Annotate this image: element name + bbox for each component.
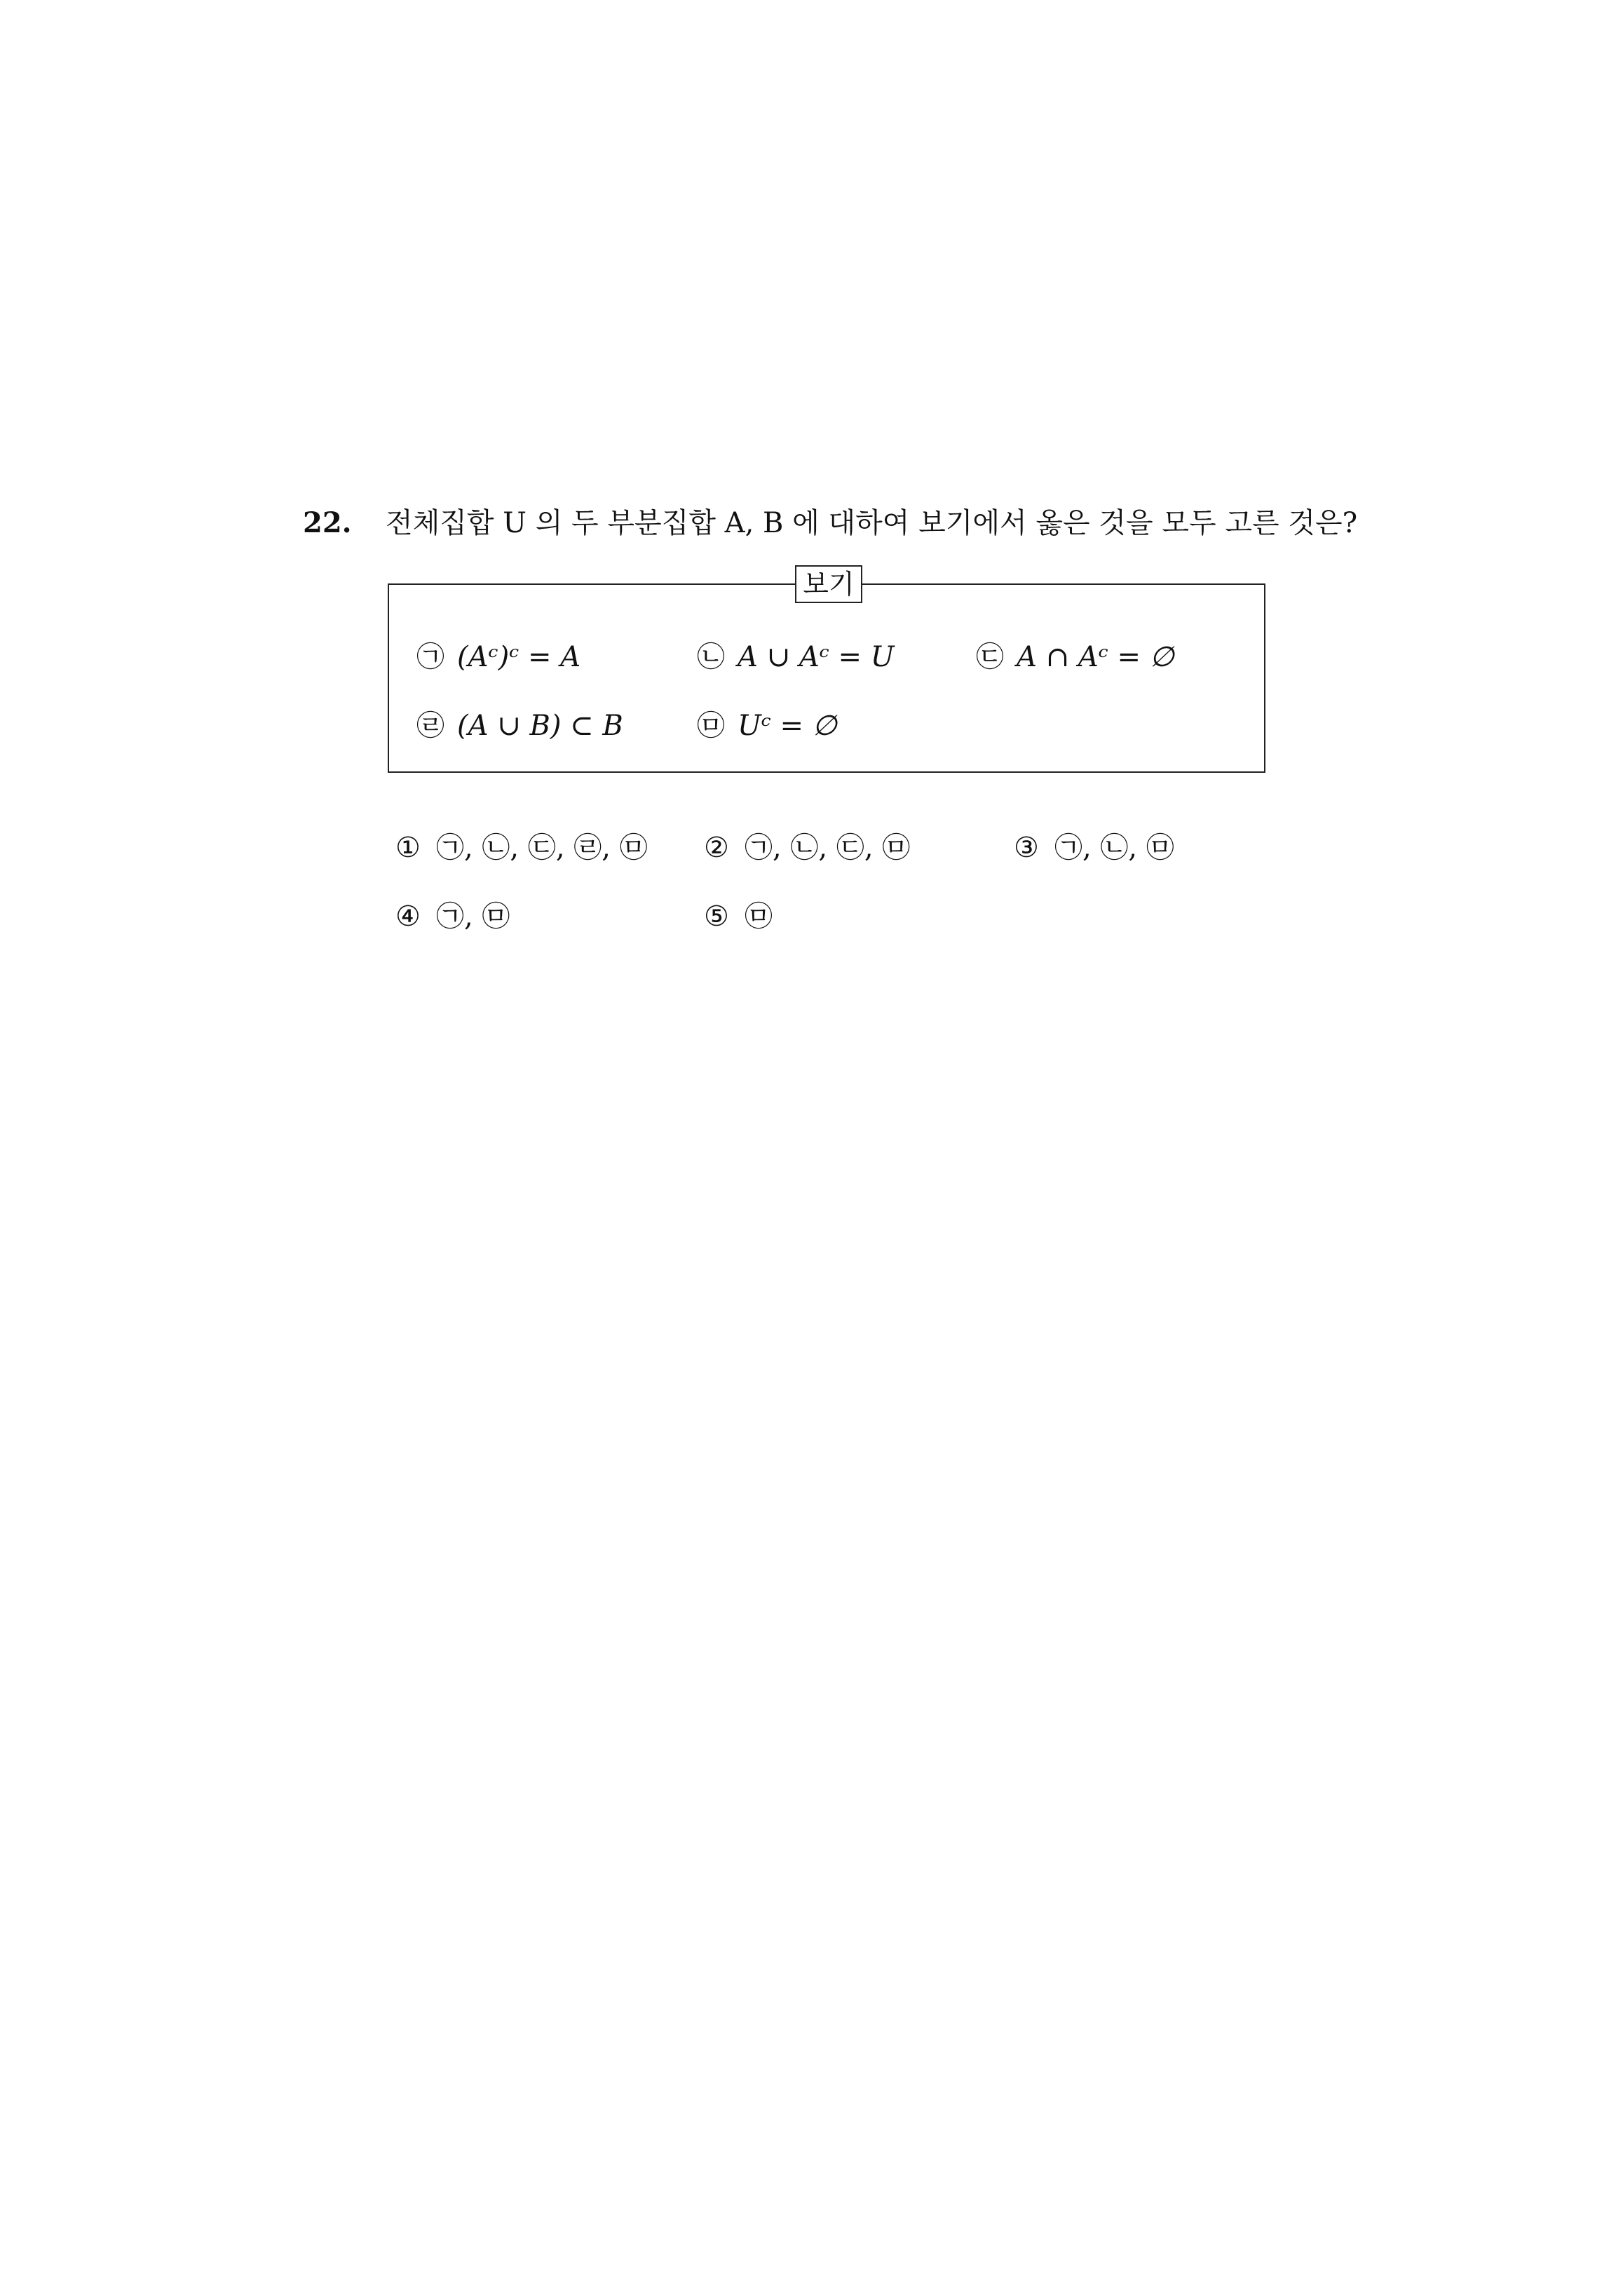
answer-choice-4[interactable] [395,899,510,934]
bogi-item-4 [416,708,623,743]
answer-choice-1[interactable] [395,830,648,865]
question-stem [303,504,1358,543]
bogi-item-2 [697,640,894,675]
bogi-item-expression: A ∩ Aᶜ = ∅ [1017,641,1174,673]
choice-text: ㉤ [745,900,773,933]
bogi-item-mark: ㉢ [976,641,1004,673]
choice-number: ⑤ [704,900,729,933]
question-text: 전체집합 U 의 두 부분집합 A, B 에 대하여 보기에서 옳은 것을 모두 고른 것은? [386,507,1358,539]
bogi-item-mark: ㉣ [416,710,444,742]
bogi-item-expression: (Aᶜ)ᶜ = A [457,641,581,673]
bogi-item-expression: (A ∪ B) ⊂ B [457,710,623,742]
answer-choice-3[interactable] [1014,830,1174,865]
answer-choice-2[interactable] [704,830,910,865]
choice-number: ④ [395,900,421,933]
bogi-item-mark: ㉠ [416,641,444,673]
choice-text: ㉠, ㉡, ㉤ [1054,832,1174,864]
bogi-title: 보기 [795,565,862,603]
choice-text: ㉠, ㉤ [436,900,510,933]
bogi-item-mark: ㉡ [697,641,725,673]
bogi-item-mark: ㉤ [697,710,725,742]
bogi-item-expression: Uᶜ = ∅ [738,710,837,742]
choice-number: ② [704,832,729,864]
answer-choice-5[interactable] [704,899,773,934]
bogi-item-expression: A ∪ Aᶜ = U [738,641,895,673]
choice-number: ① [395,832,421,864]
choice-number: ③ [1014,832,1039,864]
bogi-item-1 [416,640,580,675]
bogi-box [388,583,1265,773]
choice-text: ㉠, ㉡, ㉢, ㉤ [745,832,911,864]
bogi-item-5 [697,708,837,743]
choice-text: ㉠, ㉡, ㉢, ㉣, ㉤ [436,832,648,864]
bogi-item-3 [976,640,1174,675]
question-number: 22. [303,506,352,539]
